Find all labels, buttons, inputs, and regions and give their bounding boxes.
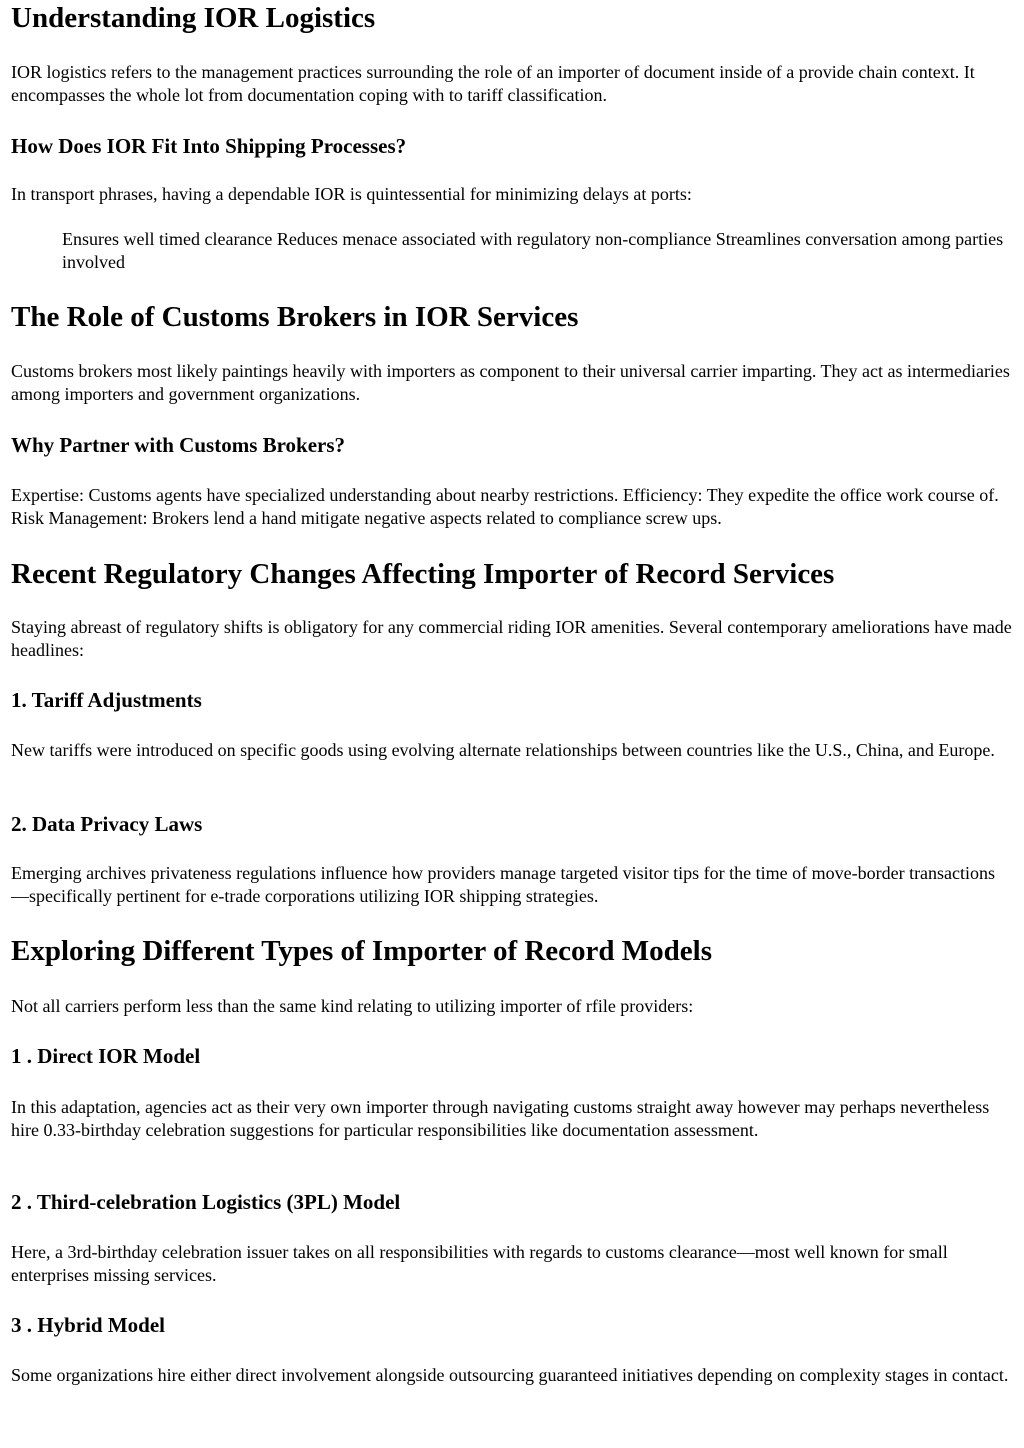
section-intro-paragraph: Customs brokers most likely paintings heavily with importers as component to their universal carrier imparting. They act as intermediaries among importers and government organizations.	[11, 361, 1010, 404]
subsection-paragraph: Expertise: Customs agents have specialized understanding about nearby restrictions. Efficiency: They expedite the office work course of. Risk Management: Brokers lend a hand mitigate negative aspects related to compliance screw ups.	[11, 485, 999, 528]
subsection-paragraph: Some organizations hire either direct involvement alongside outsourcing guaranteed initiatives depending on complexity stages in contact.	[11, 1365, 1009, 1385]
subsection-paragraph: New tariffs were introduced on specific goods using evolving alternate relationships between countries like the U.S., China, and Europe.	[11, 740, 995, 760]
subsection-title-direct-ior: 1 . Direct IOR Model	[11, 1044, 201, 1068]
subsection-title-why-partner: Why Partner with Customs Brokers?	[11, 433, 346, 457]
subsection-paragraph: Here, a 3rd-birthday celebration issuer takes on all responsibilities with regards to customs clearance—most well known for small enterprises missing services.	[11, 1242, 948, 1285]
subsection-title-data-privacy: 2. Data Privacy Laws	[11, 812, 203, 836]
subsection-title-hybrid-model: 3 . Hybrid Model	[11, 1313, 166, 1337]
subsection-title-tariff-adjustments: 1. Tariff Adjustments	[11, 688, 202, 712]
subsection-paragraph: Emerging archives privateness regulations influence how providers manage targeted visitor tips for the time of move-border transactions—specifically pertinent for e-trade corporations utilizing IOR shipping strategies.	[11, 863, 996, 906]
section-intro-paragraph: Staying abreast of regulatory shifts is obligatory for any commercial riding IOR amenities. Several contemporary ameliorations have made headlines:	[11, 617, 1012, 660]
section-intro-paragraph: IOR logistics refers to the management practices surrounding the role of an importer of document inside of a provide chain context. It encompasses the whole lot from documentation coping with to tariff classification.	[11, 62, 975, 105]
subsection-title-shipping-processes: How Does IOR Fit Into Shipping Processes?	[11, 134, 407, 158]
section-title-customs-brokers: The Role of Customs Brokers in IOR Services	[11, 301, 579, 333]
section-title-understanding-ior: Understanding IOR Logistics	[11, 2, 376, 34]
section-title-ior-models: Exploring Different Types of Importer of Record Models	[11, 935, 713, 967]
subsection-title-3pl-model: 2 . Third-celebration Logistics (3PL) Model	[11, 1190, 401, 1214]
subsection-paragraph: In this adaptation, agencies act as their very own importer through navigating customs straight away however may perhaps nevertheless hire 0.33-birthday celebration suggestions for particular responsibilities like documentation assessment.	[11, 1097, 990, 1140]
subsection-paragraph: In transport phrases, having a dependable IOR is quintessential for minimizing delays at ports:	[11, 184, 692, 204]
section-title-regulatory-changes: Recent Regulatory Changes Affecting Importer of Record Services	[11, 558, 835, 590]
benefits-blockquote: Ensures well timed clearance Reduces menace associated with regulatory non-compliance Streamlines conversation among parties involved	[62, 229, 1004, 272]
section-intro-paragraph: Not all carriers perform less than the same kind relating to utilizing importer of rfile providers:	[11, 996, 694, 1016]
